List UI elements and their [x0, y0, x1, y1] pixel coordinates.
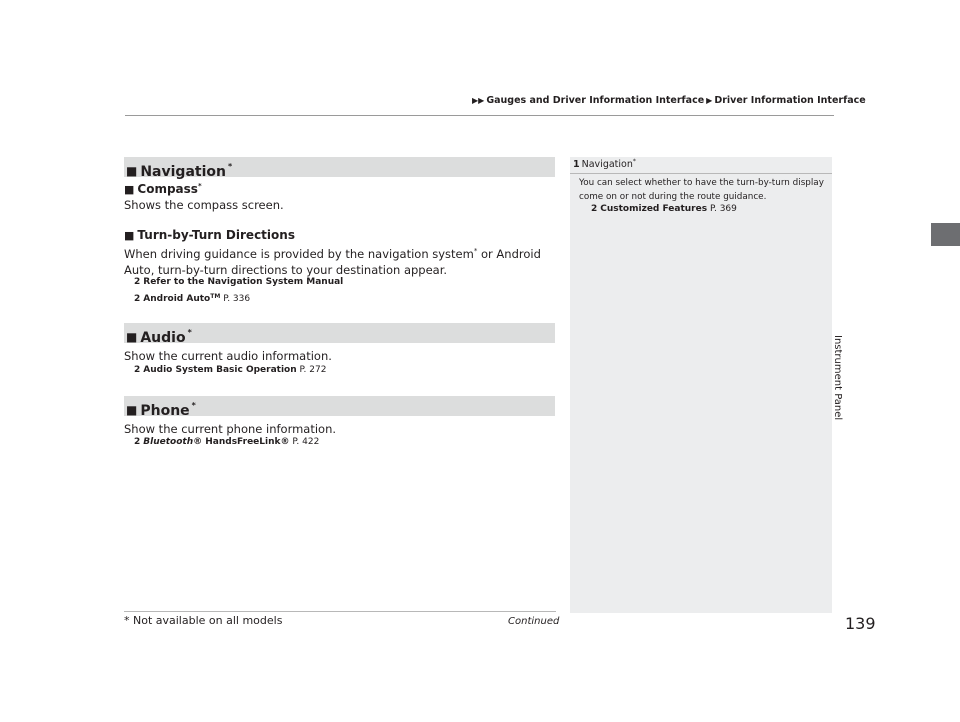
ref-customized-features-title: Customized Features	[600, 204, 708, 214]
square-bullet-icon: ■	[124, 229, 135, 242]
section-title-phone: Phone	[140, 403, 190, 419]
breadcrumb-arrows: ▶▶	[472, 96, 485, 105]
sidebar-note-text: You can select whether to have the turn-by-turn display come on or not during the route guidance.	[579, 178, 824, 202]
compass-text: Shows the compass screen.	[124, 198, 284, 212]
subheading-turn-by-turn-title: Turn-by-Turn Directions	[137, 228, 295, 242]
sidebar-note	[570, 157, 832, 613]
footnote-rule	[124, 611, 556, 612]
phone-text: Show the current phone information.	[124, 422, 337, 436]
reference-arrow-icon: 2	[134, 277, 141, 287]
ref-phone-title	[143, 437, 289, 447]
asterisk-marker: *	[473, 247, 478, 255]
ref-phone-page: P. 422	[292, 437, 320, 447]
ref-bluetooth-handsfreelink[interactable]	[134, 437, 319, 447]
turn-by-turn-text	[124, 243, 559, 278]
asterisk-marker: *	[191, 401, 196, 410]
turn-text-part-a: When driving guidance is provided by the navigation system	[124, 247, 474, 261]
sidebar-note-title: Navigation	[581, 159, 633, 170]
section-header-audio	[124, 323, 555, 346]
trademark-mark: TM	[210, 293, 221, 300]
chapter-tab	[931, 223, 960, 246]
ref-navigation-manual[interactable]	[134, 277, 343, 287]
asterisk-marker: *	[187, 328, 192, 337]
sidebar-note-header	[570, 157, 835, 170]
asterisk-marker: *	[197, 182, 202, 190]
ref-audio-title: Audio System Basic Operation	[143, 365, 297, 375]
footnote: * Not available on all models	[124, 614, 283, 627]
asterisk-marker: *	[227, 162, 233, 171]
audio-text: Show the current audio information.	[124, 349, 332, 363]
square-bullet-icon: ■	[126, 330, 138, 344]
ref-android-auto-title: Android Auto	[143, 294, 211, 304]
ref-android-auto[interactable]	[134, 293, 250, 304]
ref-phone-title-rest: ® HandsFreeLink®	[193, 437, 290, 447]
subheading-compass-title: Compass	[137, 182, 198, 196]
square-bullet-icon: ■	[126, 403, 138, 417]
ref-audio-page: P. 272	[299, 365, 327, 375]
breadcrumb	[470, 95, 866, 106]
section-header-navigation	[124, 157, 555, 180]
square-bullet-icon: ■	[124, 183, 135, 196]
breadcrumb-level-2[interactable]: Driver Information Interface	[714, 95, 866, 106]
ref-customized-features-page: P. 369	[709, 204, 737, 214]
reference-arrow-icon: 2	[134, 437, 141, 447]
ref-phone-title-italic: Bluetooth	[143, 437, 194, 447]
reference-arrow-icon: 2	[591, 204, 598, 214]
sidebar-rule	[570, 173, 832, 174]
asterisk-marker: *	[632, 158, 636, 165]
section-header-phone	[124, 396, 555, 419]
subheading-compass	[124, 182, 202, 196]
note-number: 1	[573, 159, 580, 170]
square-bullet-icon: ■	[126, 164, 138, 178]
turn-text-part-b: or Android Auto, turn-by-turn directions to your destination appear.	[124, 247, 541, 277]
reference-arrow-icon: 2	[134, 294, 141, 304]
header-rule	[125, 115, 834, 116]
breadcrumb-level-1[interactable]: Gauges and Driver Information Interface	[486, 95, 705, 106]
section-title-audio: Audio	[140, 330, 186, 346]
ref-audio-basic-operation[interactable]	[134, 365, 326, 375]
continued-label: Continued	[508, 616, 560, 627]
breadcrumb-separator-icon: ▶	[706, 96, 713, 105]
section-title-navigation: Navigation	[140, 164, 226, 180]
page-number: 139	[845, 614, 876, 633]
ref-android-auto-page: P. 336	[223, 294, 251, 304]
reference-arrow-icon: 2	[134, 365, 141, 375]
ref-navigation-manual-title: Refer to the Navigation System Manual	[143, 277, 344, 287]
subheading-turn-by-turn	[124, 228, 295, 242]
ref-customized-features[interactable]	[591, 204, 737, 214]
chapter-tab-label: Instrument Panel	[832, 335, 843, 421]
